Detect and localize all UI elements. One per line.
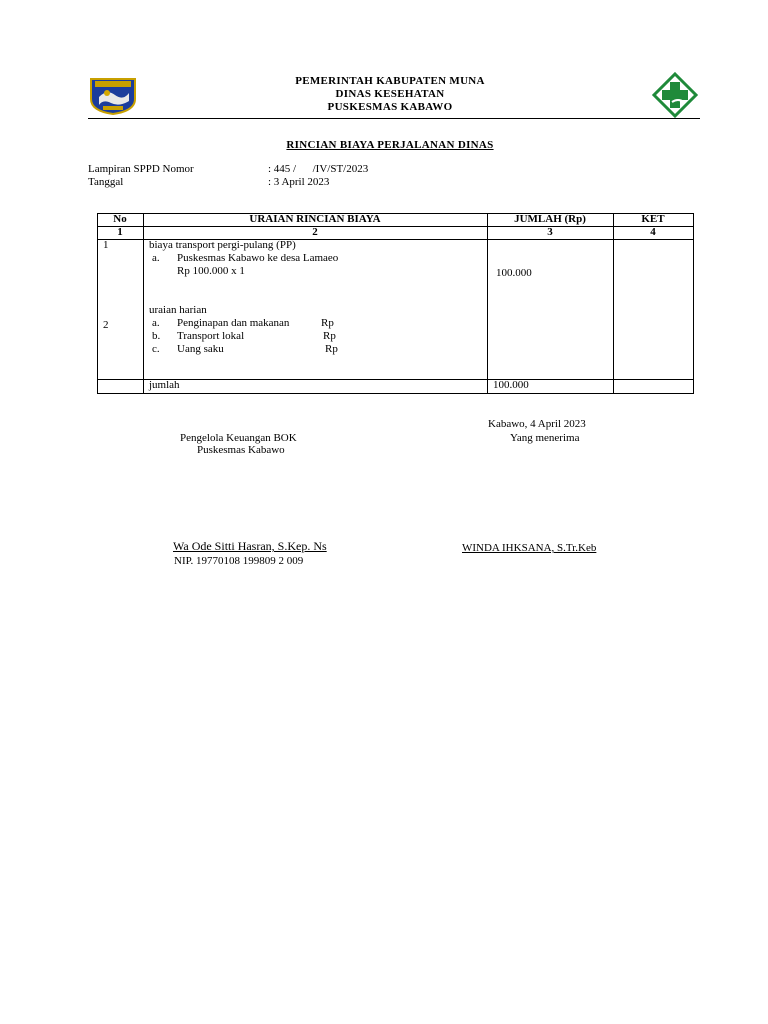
header-notes: KET bbox=[641, 213, 665, 225]
row1-item-a-calc: Rp 100.000 x 1 bbox=[177, 265, 245, 277]
row2-description: uraian harian bbox=[149, 304, 207, 316]
row2-item-letter: a. bbox=[152, 317, 160, 329]
table-col-divider bbox=[613, 213, 614, 394]
row1-item-a: Puskesmas Kabawo ke desa Lamaeo bbox=[177, 252, 339, 264]
row2-item-rp: Rp bbox=[325, 343, 338, 355]
row2-item-text: Transport lokal bbox=[177, 330, 245, 342]
row1-amount: 100.000 bbox=[496, 267, 532, 279]
row2-no: 2 bbox=[103, 319, 109, 331]
table-border-bottom bbox=[97, 393, 694, 394]
header-line-government: PEMERINTAH KABUPATEN MUNA bbox=[295, 75, 485, 87]
left-signer-nip: NIP. 19770108 199809 2 009 bbox=[174, 555, 304, 567]
date-value: : 3 April 2023 bbox=[268, 176, 330, 188]
row1-item-a-letter: a. bbox=[152, 252, 160, 264]
place-date: Kabawo, 4 April 2023 bbox=[488, 418, 586, 430]
col-number: 3 bbox=[547, 226, 553, 238]
sppd-label: Lampiran SPPD Nomor bbox=[88, 163, 194, 175]
row2-item-text: Uang saku bbox=[177, 343, 224, 355]
header-amount: JUMLAH (Rp) bbox=[514, 213, 586, 225]
header-line-puskesmas: PUSKESMAS KABAWO bbox=[327, 101, 453, 113]
date-label: Tanggal bbox=[88, 176, 124, 188]
puskesmas-cross-icon bbox=[652, 72, 698, 118]
header-description: URAIAN RINCIAN BIAYA bbox=[249, 213, 381, 225]
row2-item-text: Penginapan dan makanan bbox=[177, 317, 290, 329]
cost-table bbox=[97, 213, 694, 394]
total-label: jumlah bbox=[149, 379, 180, 391]
sppd-value: : 445 / /IV/ST/2023 bbox=[268, 163, 369, 175]
left-signer-org: Puskesmas Kabawo bbox=[197, 444, 285, 456]
col-number: 1 bbox=[117, 226, 123, 238]
right-signer-title: Yang menerima bbox=[510, 432, 580, 444]
row2-item-letter: b. bbox=[152, 330, 161, 342]
kabupaten-muna-crest-icon bbox=[89, 75, 137, 115]
left-signer-title: Pengelola Keuangan BOK bbox=[180, 432, 297, 444]
row1-no: 1 bbox=[103, 239, 109, 251]
header-divider bbox=[88, 118, 700, 119]
col-number: 2 bbox=[312, 226, 318, 238]
left-signer-name: Wa Ode Sitti Hasran, S.Kep. Ns bbox=[173, 539, 327, 553]
table-border-right bbox=[693, 213, 694, 394]
header-title-block bbox=[240, 75, 540, 114]
table-col-divider bbox=[487, 213, 488, 394]
table-border-left bbox=[97, 213, 98, 394]
header-no: No bbox=[113, 213, 127, 225]
header-line-department: DINAS KESEHATAN bbox=[335, 88, 445, 100]
row2-item-rp: Rp bbox=[321, 317, 334, 329]
document-title: RINCIAN BIAYA PERJALANAN DINAS bbox=[286, 139, 494, 151]
row1-description: biaya transport pergi-pulang (PP) bbox=[149, 239, 296, 251]
row2-item-rp: Rp bbox=[323, 330, 336, 342]
table-col-divider bbox=[143, 213, 144, 394]
col-number: 4 bbox=[650, 226, 656, 238]
total-amount: 100.000 bbox=[493, 379, 529, 391]
right-signer-name: WINDA IHKSANA, S.Tr.Keb bbox=[462, 542, 597, 554]
table-row-divider bbox=[97, 379, 694, 380]
row2-item-letter: c. bbox=[152, 343, 160, 355]
